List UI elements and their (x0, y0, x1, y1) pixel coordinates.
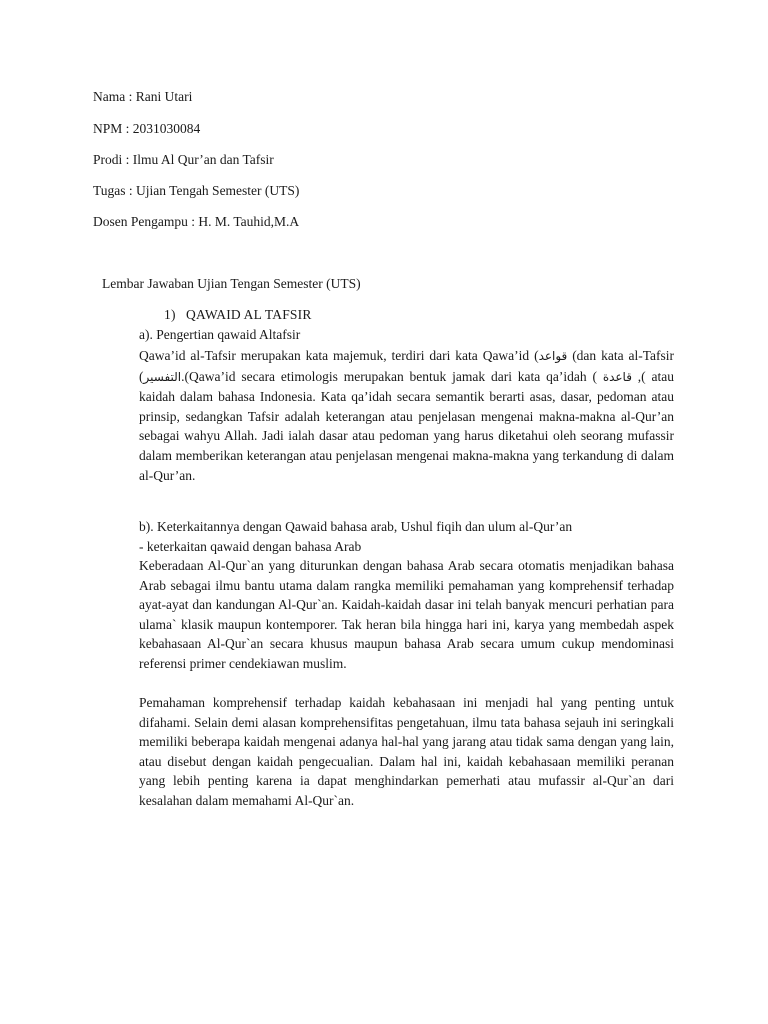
subsection-b-paragraph-1: Keberadaan Al-Qur`an yang diturunkan dengan bahasa Arab secara otomatis menjadikan bahasa Arab sebagai ilmu bantu utama dalam rangka memiliki pemahaman yang komprehensif terhadap ayat-ayat dan kandungan Al-Qur`an. Kaidah-kaidah dasar ini telah banyak mencuri perhatian para ulama` klasik maupun kontemporer. Tak heran bila hingga hari ini, karya yang membedah aspek kebahasaan Al-Qur`an secara khusus maupun bahasa Arab secara umum cukup mendominasi referensi primer cendekiawan muslim. (139, 558, 674, 671)
a-text-3: .(Qawa’id secara etimologis merupakan bentuk jamak dari kata qa’idah ( (181, 368, 603, 384)
arabic-qaidah: قاعدة (602, 369, 632, 384)
subsection-b-heading: b). Keterkaitannya dengan Qawaid bahasa arab, Ushul fiqih dan ulum al-Qur’an (139, 519, 573, 534)
arabic-qawaid: قواعد (538, 349, 568, 363)
study-program: Prodi : Ilmu Al Qur’an dan Tafsir (93, 152, 274, 167)
subsection-b-subheading: - keterkaitan qawaid dengan bahasa Arab (139, 539, 362, 554)
assignment: Tugas : Ujian Tengah Semester (UTS) (93, 183, 300, 198)
a-text-2: (dan kata al-Tafsir ( (139, 348, 674, 384)
student-npm: NPM : 2031030084 (93, 121, 201, 136)
subsection-a-paragraph (139, 346, 674, 485)
document-title: Lembar Jawaban Ujian Tengan Semester (UTS) (102, 276, 361, 291)
subsection-a-heading: a). Pengertian qawaid Altafsir (139, 327, 301, 342)
a-text-4: ,( atau kaidah dalam bahasa Indonesia. Kata qa’idah secara semantik berarti asas, dasar, pedoman atau prinsip, sedangkan Tafsir adalah keterangan atau penjelasan mengenai makna-makna al-Qur’an sebagai wahyu Allah. Jadi ialah dasar atau pedoman yang harus diketahui oleh seorang mufassir dalam memberikan keterangan atau penjelasan mengenai makna-makna yang terkandung di dalam al-Qur’an. (139, 368, 674, 483)
subsection-b-paragraph-2: Pemahaman komprehensif terhadap kaidah kebahasaan ini menjadi hal yang penting untuk difahami. Selain demi alasan komprehensifitas pengetahuan, ilmu tata bahasa sejauh ini seringkali memiliki beberapa kaidah mengenai adanya hal-hal yang jarang atau tidak sama dengan yang lain, atau disebut dengan kaidah pengecualian. Dalam hal ini, kaidah kebahasaan memiliki peranan yang lebih penting karena ia dapat menghindarkan pemerhati atau mufassir al-Qur`an dari kesalahan dalam memahami Al-Qur`an. (139, 695, 674, 808)
a-text-1: Qawa’id al-Tafsir merupakan kata majemuk, terdiri dari kata Qawa’id ( (139, 348, 539, 363)
section-number: 1) (164, 307, 176, 322)
arabic-tafsir: التفسير (143, 369, 182, 384)
section-title-text: QAWAID AL TAFSIR (186, 307, 312, 322)
section-heading (164, 307, 312, 323)
student-name: Nama : Rani Utari (93, 89, 193, 104)
lecturer: Dosen Pengampu : H. M. Tauhid,M.A (93, 214, 300, 229)
